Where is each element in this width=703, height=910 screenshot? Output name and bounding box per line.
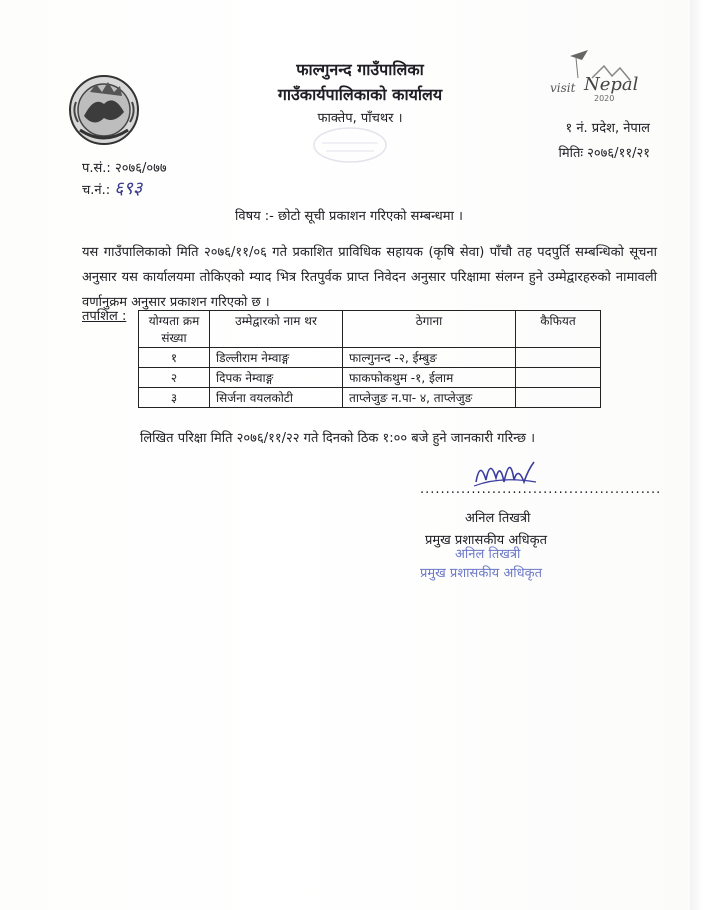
cell-name: सिर्जना वयलकोटी [210, 388, 343, 408]
page-edge [690, 0, 703, 910]
header-name: उम्मेद्वारको नाम थर [210, 311, 343, 348]
stamp-officer-title: प्रमुख प्रशासकीय अधिकृत [420, 566, 543, 581]
chalani-label: च.नं.: [82, 183, 111, 198]
letter-subject: विषय :- छोटो सूची प्रकाशन गरिएको सम्बन्धमा । [235, 209, 463, 224]
table-header-row [139, 311, 601, 348]
letter-body: यस गाउँपालिकाको मिति २०७६/११/०६ गते प्रकाशित प्राविधिक सहायक (कृषि सेवा) पाँचौ तह पदपुर्ति सम्बन्धिको सूचना अनुसार यस कार्यालयमा तोकिएको म्याद भित्र रितपुर्वक प्राप्त निवेदन अनुसार परिक्षामा संलग्न हुने उम्मेद्वारहरुको नामावली वर्णानुक्रम अनुसार प्रकाशन गरिएको छ । [82, 245, 657, 310]
letter-date: मितिः २०७६/११/२१ [558, 146, 650, 161]
visit-nepal-2020-logo [548, 48, 648, 104]
cell-remarks [516, 388, 601, 408]
table-row [139, 388, 601, 408]
cell-serial: १ [139, 348, 210, 368]
officer-name: अनिल तिखत्री [465, 511, 531, 526]
header-address: ठेगाना [343, 311, 516, 348]
table-row [139, 368, 601, 388]
office-name: गाउँकार्यपालिकाको कार्यालय [277, 85, 443, 104]
cell-name: दिपक नेम्वाङ्ग [210, 368, 343, 388]
signature-line: ............................................... [420, 482, 662, 497]
municipality-name: फाल्गुनन्द गाउँपालिका [296, 60, 424, 79]
cell-serial: २ [139, 368, 210, 388]
nepal-emblem-icon [66, 72, 142, 148]
stamp-officer-name: अनिल तिखत्री [455, 547, 521, 562]
svg-text:Nepal: Nepal [584, 74, 639, 95]
cell-name: डिल्लीराम नेम्वाङ्ग [210, 348, 343, 368]
chalani-number-line [82, 176, 142, 200]
cell-address: फाल्गुनन्द -२, ईम्बुङ [343, 348, 516, 368]
cell-serial: ३ [139, 388, 210, 408]
officer-title: प्रमुख प्रशासकीय अधिकृत [425, 533, 548, 548]
svg-text:visit: visit [550, 81, 576, 95]
office-address: फाक्तेप, पाँचथर । [317, 111, 403, 126]
cell-remarks [516, 368, 601, 388]
province-line: १ नं. प्रदेश, नेपाल [565, 121, 650, 136]
candidate-table [138, 310, 601, 408]
cell-address: फाकफोकथुम -१, ईलाम [343, 368, 516, 388]
header-serial: योग्यता क्रम संख्या [139, 311, 210, 348]
header-remarks: कैफियत [516, 311, 601, 348]
exam-notice: लिखित परिक्षा मिति २०७६/११/२२ गते दिनको ठिक १:०० बजे हुने जानकारी गरिन्छ । [140, 431, 536, 446]
faint-stamp-impression [310, 125, 390, 165]
patra-sankhya: प.सं.: २०७६/०७७ [82, 161, 167, 176]
cell-remarks [516, 348, 601, 368]
cell-address: ताप्लेजुङ न.पा- ४, ताप्लेजुङ [343, 388, 516, 408]
details-label: तपशिल : [82, 309, 127, 324]
svg-text:2020: 2020 [594, 94, 615, 103]
chalani-number-handwritten: ६९३ [114, 178, 143, 199]
table-row [139, 348, 601, 368]
